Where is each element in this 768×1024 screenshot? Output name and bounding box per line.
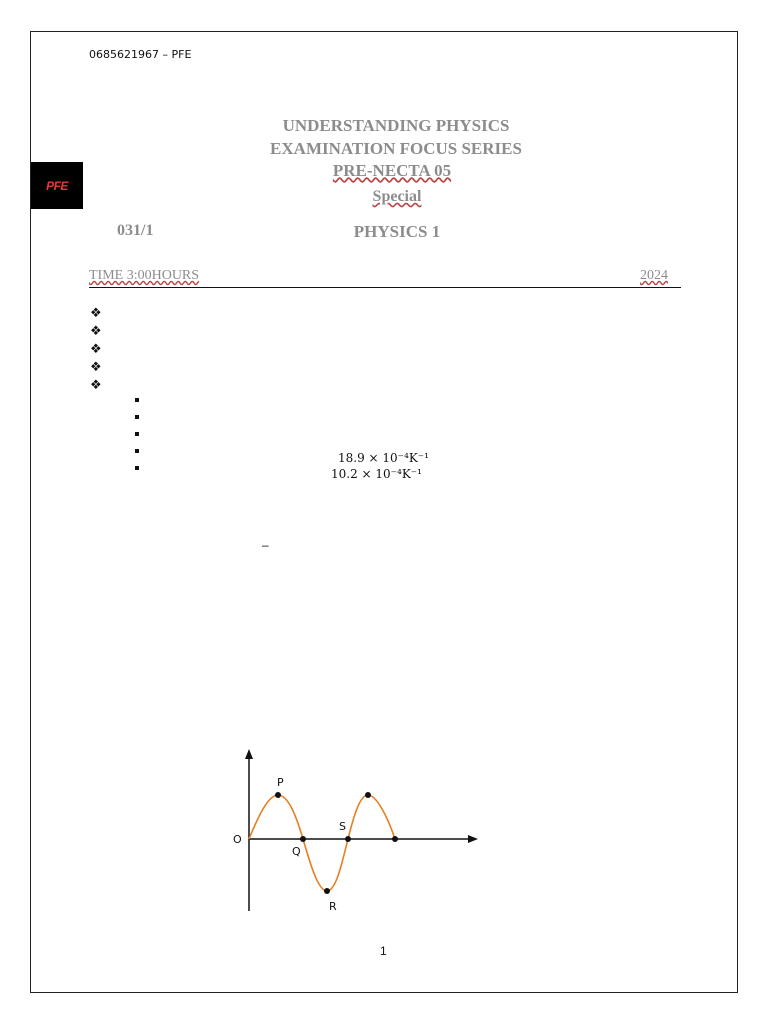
square-bullet xyxy=(135,415,139,419)
y-axis-arrow xyxy=(245,749,253,759)
wave-graph xyxy=(220,745,490,915)
constants-list xyxy=(135,398,139,483)
label-q: Q xyxy=(292,845,301,858)
square-bullet xyxy=(135,466,139,470)
point-end xyxy=(392,836,398,842)
label-r: R xyxy=(329,900,337,913)
logo-text: PFE xyxy=(46,178,68,193)
point-p xyxy=(275,792,281,798)
label-p: P xyxy=(277,776,284,789)
square-bullet xyxy=(135,449,139,453)
instruction-bullet: ❖ xyxy=(90,341,102,356)
point-crest-2 xyxy=(365,792,371,798)
page-number: 1 xyxy=(380,944,387,958)
header-phone: 0685621967 – PFE xyxy=(89,48,192,61)
instruction-bullet: ❖ xyxy=(90,305,102,320)
title-line-4 xyxy=(13,188,768,206)
title-line-3 xyxy=(8,161,768,181)
square-bullet xyxy=(135,398,139,402)
paper-code: 031/1 xyxy=(117,222,154,239)
square-bullet xyxy=(135,432,139,436)
x-axis-arrow xyxy=(468,835,478,843)
point-r xyxy=(324,888,330,894)
point-q xyxy=(300,836,306,842)
instruction-bullet: ❖ xyxy=(90,323,102,338)
label-origin: O xyxy=(233,833,242,846)
subject-title: PHYSICS 1 xyxy=(353,222,441,241)
instruction-bullet: ❖ xyxy=(90,359,102,374)
title-line-2: EXAMINATION FOCUS SERIES xyxy=(270,139,522,158)
instruction-bullet: ❖ xyxy=(90,377,102,392)
label-s: S xyxy=(339,820,346,833)
constant-value-1: 18.9 × 10⁻⁴K⁻¹ xyxy=(338,451,429,465)
exam-time: TIME 3:00HOURS xyxy=(89,268,200,283)
header-divider xyxy=(89,287,681,288)
title-line-1: UNDERSTANDING PHYSICS xyxy=(282,116,510,135)
exam-year: 2024 xyxy=(640,268,668,283)
point-s xyxy=(345,836,351,842)
question-dash: – xyxy=(262,538,269,552)
constant-value-2: 10.2 × 10⁻⁴K⁻¹ xyxy=(331,467,422,481)
instruction-list xyxy=(90,304,102,394)
series-name: PRE-NECTA 05 xyxy=(332,161,452,180)
wave-curve xyxy=(249,795,395,891)
special-label: Special xyxy=(372,188,422,205)
